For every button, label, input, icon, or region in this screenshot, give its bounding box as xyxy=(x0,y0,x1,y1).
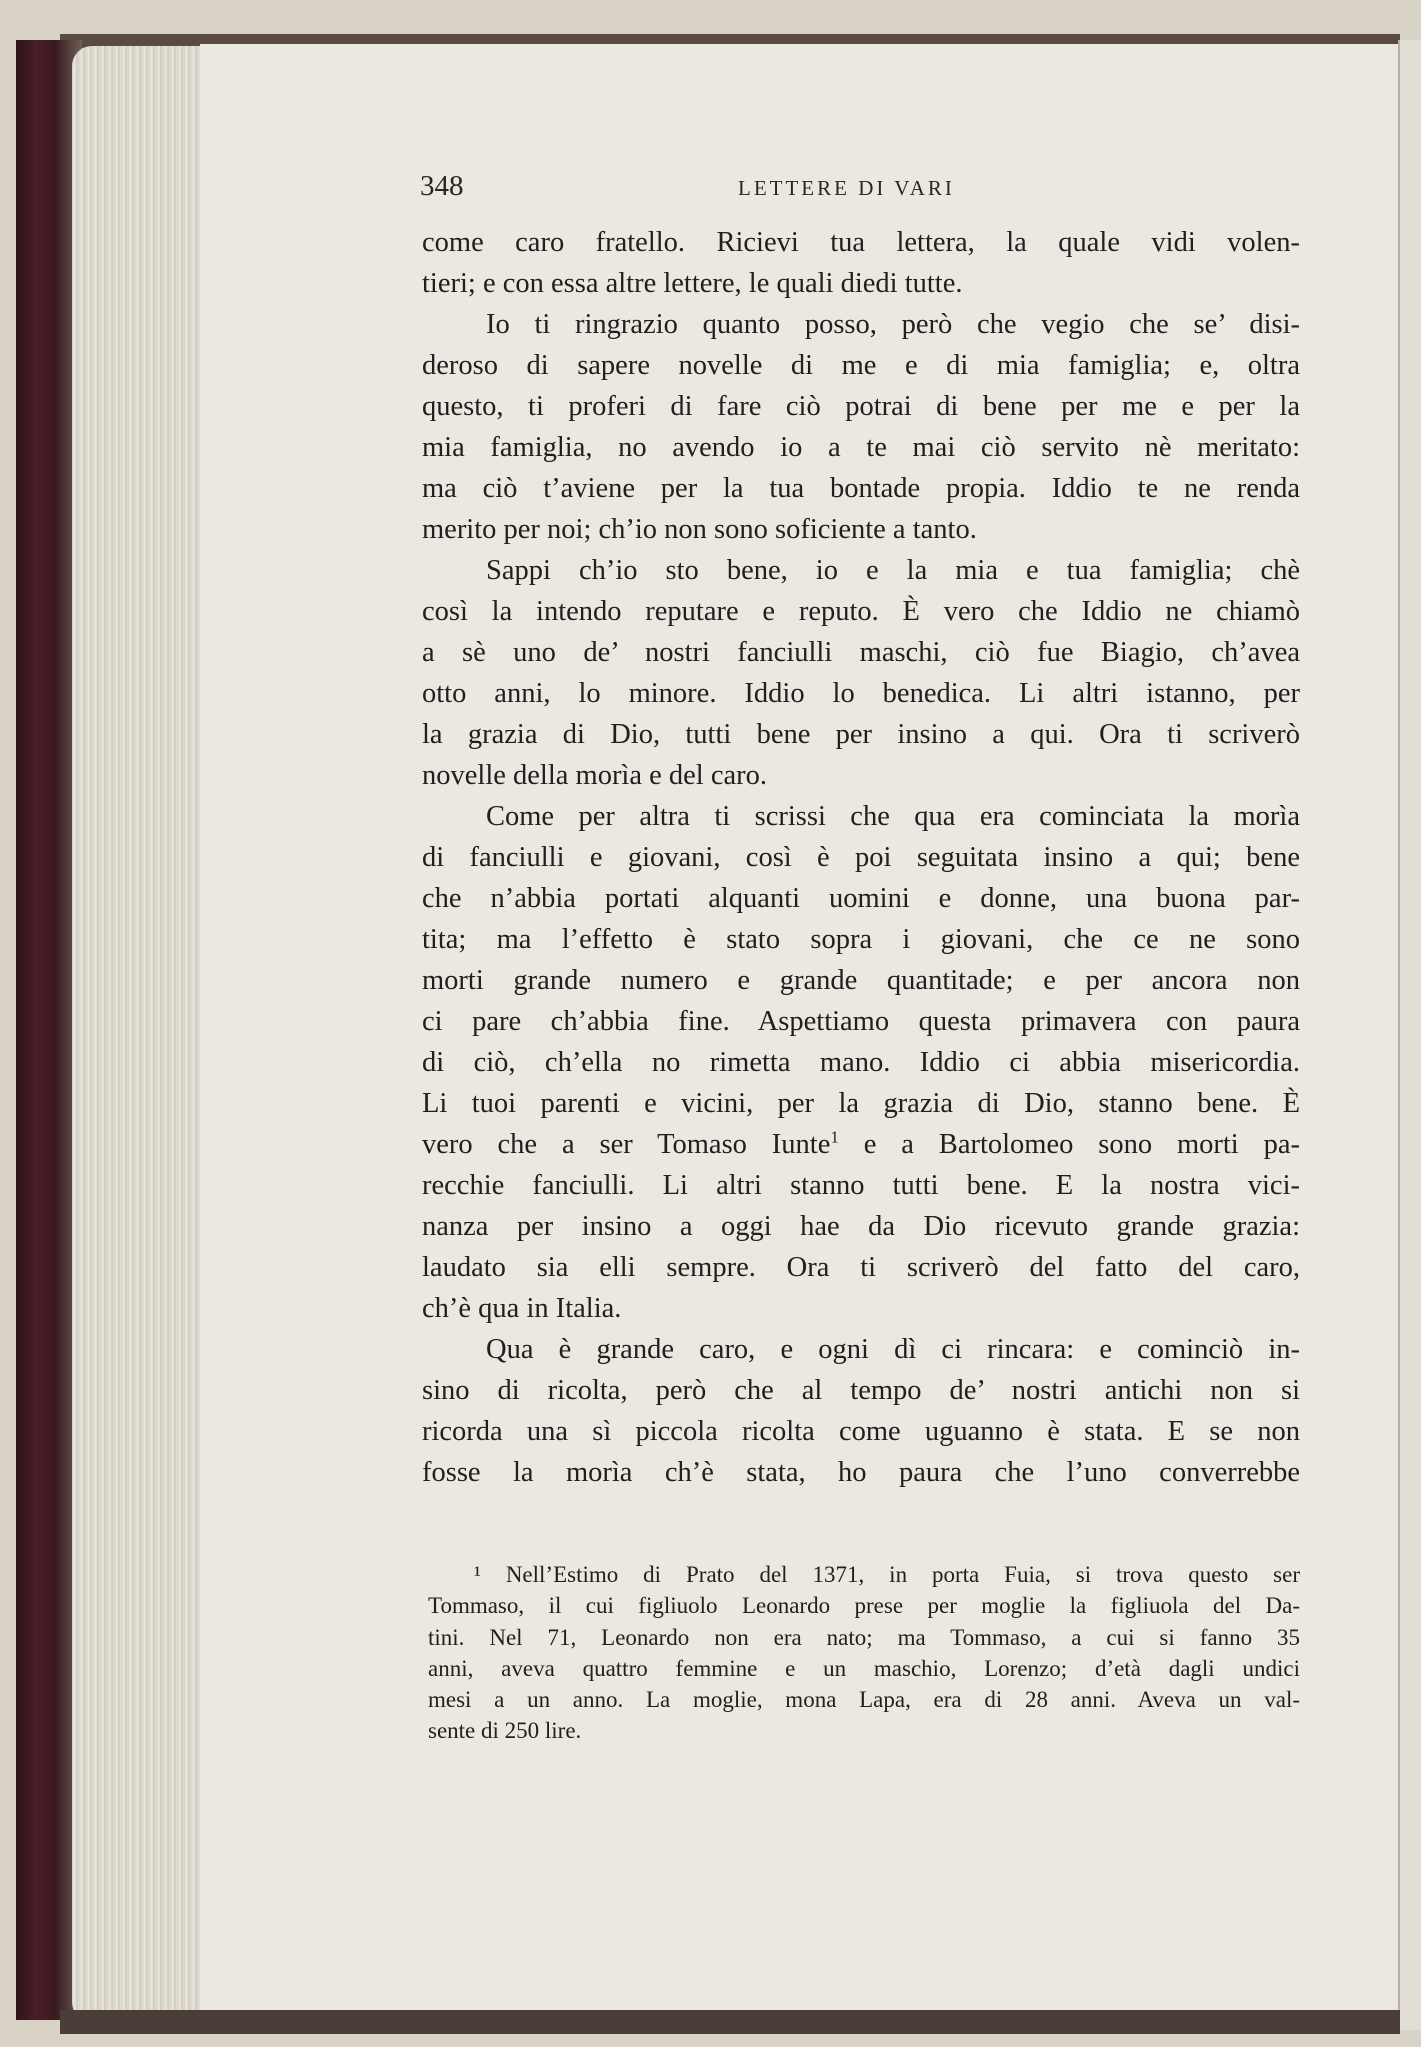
footnote-line: tini. Nel 71, Leonardo non era nato; ma Tommaso, a cui si fanno 35 xyxy=(428,1624,1300,1650)
text-line: come caro fratello. Ricievi tua lettera, la quale vidi volen- xyxy=(422,227,1300,258)
text-line: merito per noi; ch’io non sono soficiente a tanto. xyxy=(422,514,977,545)
text-line: così la intendo reputare e reputo. È vero che Iddio ne chiamò xyxy=(422,596,1300,627)
page-header xyxy=(420,170,1300,210)
text-line: di ciò, ch’ella no rimetta mano. Iddio ci abbia misericordia. xyxy=(422,1047,1300,1078)
text-line: a sè uno de’ nostri fanciulli maschi, ciò fue Biagio, ch’avea xyxy=(422,637,1300,668)
text-line: novelle della morìa e del caro. xyxy=(422,760,768,791)
facing-page-edge xyxy=(1398,40,1421,2030)
text-line: questo, ti proferi di fare ciò potrai di bene per me e per la xyxy=(422,391,1300,422)
text-line: sino di ricolta, però che al tempo de’ nostri antichi non si xyxy=(422,1375,1300,1406)
text-segment: e a Bartolomeo sono morti pa- xyxy=(838,1129,1300,1160)
footnote-reference: 1 xyxy=(830,1127,839,1147)
text-line: di fanciulli e giovani, così è poi seguitata insino a qui; bene xyxy=(422,842,1300,873)
text-line: nanza per insino a oggi hae da Dio ricevuto grande grazia: xyxy=(422,1211,1300,1242)
footnotes xyxy=(428,1559,1300,1747)
footnote-line: sente di 250 lire. xyxy=(428,1718,582,1744)
text-line: Sappi ch’io sto bene, io e la mia e tua famiglia; chè xyxy=(486,555,1300,586)
text-line: Come per altra ti scrissi che qua era cominciata la morìa xyxy=(486,801,1300,832)
page-number: 348 xyxy=(420,170,464,202)
text-line: fosse la morìa ch’è stata, ho paura che l’uno converrebbe xyxy=(422,1457,1300,1488)
text-line: laudato sia elli sempre. Ora ti scriverò del fatto del caro, xyxy=(422,1252,1300,1283)
footnote-line: anni, aveva quattro femmine e un maschio, Lorenzo; d’età dagli undici xyxy=(428,1655,1300,1681)
text-line: che n’abbia portati alquanti uomini e donne, una buona par- xyxy=(422,883,1300,914)
text-line: ma ciò t’aviene per la tua bontade propia. Iddio te ne renda xyxy=(422,473,1300,504)
footnote-line: mesi a un anno. La moglie, mona Lapa, era di 28 anni. Aveva un val- xyxy=(428,1687,1300,1713)
text-line: ci pare ch’abbia fine. Aspettiamo questa primavera con paura xyxy=(422,1006,1300,1037)
text-line: Qua è grande caro, e ogni dì ci rincara: e cominciò in- xyxy=(486,1334,1300,1365)
running-title: LETTERE DI VARI xyxy=(738,176,955,200)
body-text xyxy=(422,222,1300,1493)
book-binding-bottom xyxy=(60,2010,1400,2034)
text-line: tita; ma l’effetto è stato sopra i giovani, che ce ne sono xyxy=(422,924,1300,955)
text-line: Li tuoi parenti e vicini, per la grazia di Dio, stanno bene. È xyxy=(422,1088,1300,1119)
text-line: Io ti ringrazio quanto posso, però che vegio che se’ disi- xyxy=(486,309,1300,340)
text-line: ricorda una sì piccola ricolta come uguanno è stata. E se non xyxy=(422,1416,1300,1447)
text-line-with-footnote-ref xyxy=(422,1124,1300,1165)
text-line: recchie fanciulli. Li altri stanno tutti bene. E la nostra vici- xyxy=(422,1170,1300,1201)
footnote-line: ¹ Nell’Estimo di Prato del 1371, in porta Fuia, si trova questo ser xyxy=(474,1562,1300,1587)
text-line: tieri; e con essa altre lettere, le quali diedi tutte. xyxy=(422,268,963,299)
text-line: la grazia di Dio, tutti bene per insino a qui. Ora ti scriverò xyxy=(422,719,1300,750)
page-stack-edges xyxy=(72,46,212,2022)
text-line: otto anni, lo minore. Iddio lo benedica. Li altri istanno, per xyxy=(422,678,1300,709)
text-line: mia famiglia, no avendo io a te mai ciò servito nè meritato: xyxy=(422,432,1300,463)
text-line: ch’è qua in Italia. xyxy=(422,1293,622,1324)
text-line: deroso di sapere novelle di me e di mia famiglia; e, oltra xyxy=(422,350,1300,381)
text-segment: vero che a ser Tomaso Iunte xyxy=(422,1129,831,1160)
text-line: morti grande numero e grande quantitade; e per ancora non xyxy=(422,965,1300,996)
footnote-line: Tommaso, il cui figliuolo Leonardo prese per moglie la figliuola del Da- xyxy=(428,1593,1300,1619)
